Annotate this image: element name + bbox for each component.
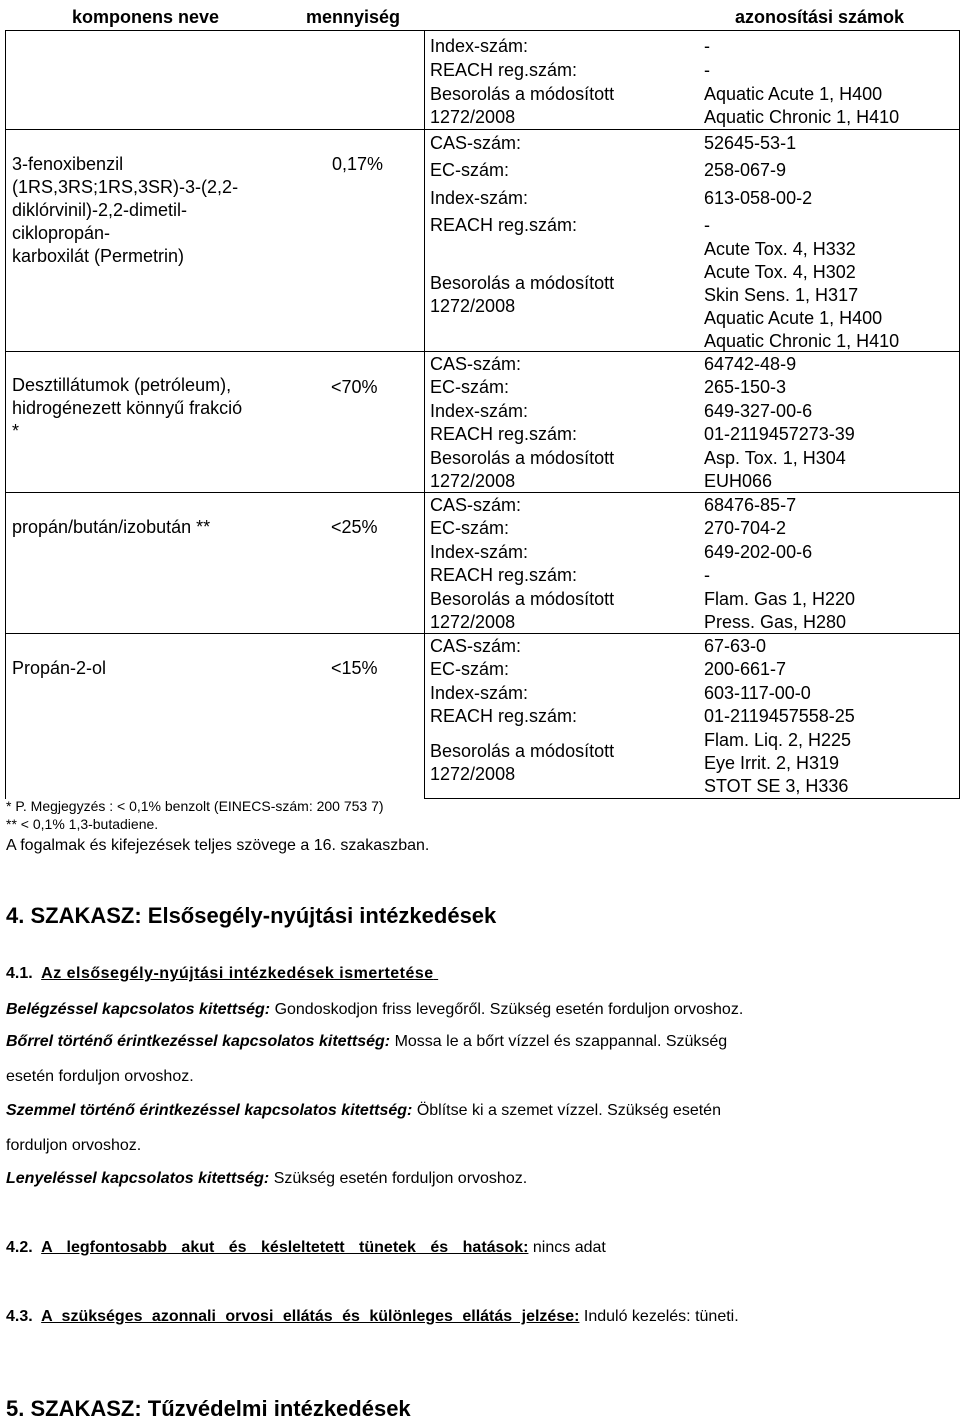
exposure-label: Belégzéssel kapcsolatos kitettség: bbox=[6, 1001, 271, 1018]
subsection-number: 4.2. bbox=[6, 1239, 33, 1256]
exposure-text: Mossa le a bőrt vízzel és szappannal. Szükség bbox=[394, 1033, 728, 1050]
value-ec: 258-067-9 bbox=[704, 160, 787, 180]
label-classification: Besorolás a módosított bbox=[430, 273, 615, 293]
component-name-line: ciklopropán- bbox=[12, 223, 111, 243]
classification-value: Skin Sens. 1, H317 bbox=[704, 285, 859, 305]
classification-value: Eye Irrit. 2, H319 bbox=[704, 753, 840, 773]
classification-value: Aquatic Chronic 1, H410 bbox=[704, 331, 900, 351]
footnote-full-text: A fogalmak és kifejezések teljes szövege a 16. szakaszban. bbox=[6, 837, 430, 854]
row-separator-1 bbox=[5, 129, 960, 130]
subsection-4-1-heading bbox=[6, 964, 438, 984]
label-ec: EC-szám: bbox=[430, 377, 510, 397]
component-name-line: karboxilát (Permetrin) bbox=[12, 246, 185, 266]
value-index: 649-202-00-6 bbox=[704, 542, 813, 562]
label-ec: EC-szám: bbox=[430, 659, 510, 679]
classification-value: Asp. Tox. 1, H304 bbox=[704, 448, 846, 468]
section-4-title: 4. SZAKASZ: Elsősegély-nyújtási intézkedések bbox=[6, 903, 497, 928]
label-reach: REACH reg.szám: bbox=[430, 706, 578, 726]
component-name-line: (1RS,3RS;1RS,3SR)-3-(2,2- bbox=[12, 177, 239, 197]
label-classification-reg: 1272/2008 bbox=[430, 471, 516, 491]
label-cas: CAS-szám: bbox=[430, 133, 522, 153]
classification-value: Aquatic Chronic 1, H410 bbox=[704, 107, 900, 127]
label-classification-reg: 1272/2008 bbox=[430, 296, 516, 316]
classification-value: Press. Gas, H280 bbox=[704, 612, 847, 632]
label-classification-reg: 1272/2008 bbox=[430, 107, 516, 127]
component-name-line: diklórvinil)-2,2-dimetil- bbox=[12, 200, 188, 220]
label-cas: CAS-szám: bbox=[430, 636, 522, 656]
label-index: Index-szám: bbox=[430, 683, 529, 703]
exposure-text-continued: esetén forduljon orvoshoz. bbox=[6, 1068, 194, 1085]
value-cas: 52645-53-1 bbox=[704, 133, 797, 153]
component-quantity: <70% bbox=[331, 377, 378, 397]
component-quantity: 0,17% bbox=[332, 154, 384, 174]
subsection-text: nincs adat bbox=[532, 1239, 606, 1256]
label-classification-reg: 1272/2008 bbox=[430, 764, 516, 784]
component-name-line: Propán-2-ol bbox=[12, 658, 107, 678]
subsection-text: Induló kezelés: tüneti. bbox=[583, 1308, 739, 1325]
first-aid-skin bbox=[6, 1032, 727, 1052]
label-classification: Besorolás a módosított bbox=[430, 84, 615, 104]
component-name-line: propán/bután/izobután ** bbox=[12, 517, 211, 537]
label-index: Index-szám: bbox=[430, 36, 529, 56]
label-cas: CAS-szám: bbox=[430, 354, 522, 374]
label-index: Index-szám: bbox=[430, 542, 529, 562]
label-reach: REACH reg.szám: bbox=[430, 424, 578, 444]
table-left-border bbox=[5, 30, 6, 799]
value-index: - bbox=[704, 36, 710, 56]
header-component-name: komponens neve bbox=[72, 7, 220, 27]
value-cas: 64742-48-9 bbox=[704, 354, 797, 374]
classification-value: Aquatic Acute 1, H400 bbox=[704, 308, 883, 328]
label-reach: REACH reg.szám: bbox=[430, 565, 578, 585]
exposure-label: Lenyeléssel kapcsolatos kitettség: bbox=[6, 1170, 270, 1187]
component-name-line: Desztillátumok (petróleum), bbox=[12, 375, 232, 395]
value-index: 649-327-00-6 bbox=[704, 401, 813, 421]
value-index: 613-058-00-2 bbox=[704, 188, 813, 208]
exposure-text-continued: forduljon orvoshoz. bbox=[6, 1137, 142, 1154]
section-5-title: 5. SZAKASZ: Tűzvédelmi intézkedések bbox=[6, 1396, 411, 1421]
label-classification: Besorolás a módosított bbox=[430, 589, 615, 609]
header-identifiers: azonosítási számok bbox=[735, 7, 905, 27]
subsection-number: 4.3. bbox=[6, 1308, 33, 1325]
label-classification-reg: 1272/2008 bbox=[430, 612, 516, 632]
classification-value: Flam. Gas 1, H220 bbox=[704, 589, 856, 609]
first-aid-ingestion bbox=[6, 1169, 527, 1189]
ids-column-border bbox=[424, 30, 425, 799]
value-cas: 68476-85-7 bbox=[704, 495, 797, 515]
label-classification: Besorolás a módosított bbox=[430, 741, 615, 761]
label-reach: REACH reg.szám: bbox=[430, 215, 578, 235]
value-cas: 67-63-0 bbox=[704, 636, 767, 656]
footnote-benzene: * P. Megjegyzés : < 0,1% benzolt (EINECS-szám: 200 753 7) bbox=[6, 798, 384, 814]
subsection-title: Az elsősegély-nyújtási intézkedések ismertetése bbox=[41, 965, 434, 982]
value-reach: - bbox=[704, 565, 710, 585]
label-reach: REACH reg.szám: bbox=[430, 60, 578, 80]
table-top-border bbox=[5, 30, 960, 31]
footnote-butadiene: ** < 0,1% 1,3-butadiene. bbox=[6, 816, 159, 832]
component-name-line: hidrogénezett könnyű frakció bbox=[12, 398, 243, 418]
exposure-text: Szükség esetén forduljon orvoshoz. bbox=[273, 1170, 528, 1187]
value-ec: 270-704-2 bbox=[704, 518, 787, 538]
value-index: 603-117-00-0 bbox=[704, 683, 811, 703]
value-ec: 200-661-7 bbox=[704, 659, 787, 679]
first-aid-eye bbox=[6, 1101, 721, 1121]
exposure-text: Gondoskodjon friss levegőről. Szükség esetén forduljon orvoshoz. bbox=[274, 1001, 744, 1018]
exposure-label: Bőrrel történő érintkezéssel kapcsolatos kitettség: bbox=[6, 1033, 391, 1050]
exposure-text: Öblítse ki a szemet vízzel. Szükség esetén bbox=[416, 1102, 721, 1119]
subsection-title: A szükséges azonnali orvosi ellátás és különleges ellátás jelzése: bbox=[41, 1308, 580, 1325]
classification-value: STOT SE 3, H336 bbox=[704, 776, 849, 796]
component-quantity: <25% bbox=[331, 517, 378, 537]
classification-value: Acute Tox. 4, H302 bbox=[704, 262, 856, 282]
subsection-4-3 bbox=[6, 1307, 739, 1327]
value-reach: - bbox=[704, 215, 710, 235]
value-ec: 265-150-3 bbox=[704, 377, 787, 397]
first-aid-inhalation bbox=[6, 1000, 743, 1020]
label-ec: EC-szám: bbox=[430, 518, 510, 538]
exposure-label: Szemmel történő érintkezéssel kapcsolatos kitettség: bbox=[6, 1102, 413, 1119]
component-quantity: <15% bbox=[331, 658, 378, 678]
label-index: Index-szám: bbox=[430, 401, 529, 421]
label-classification: Besorolás a módosított bbox=[430, 448, 615, 468]
subsection-4-2 bbox=[6, 1238, 606, 1258]
label-cas: CAS-szám: bbox=[430, 495, 522, 515]
component-name-line: * bbox=[12, 421, 20, 441]
header-quantity: mennyiség bbox=[306, 7, 401, 27]
classification-value: Acute Tox. 4, H332 bbox=[704, 239, 856, 259]
classification-value: Aquatic Acute 1, H400 bbox=[704, 84, 883, 104]
value-reach: - bbox=[704, 60, 710, 80]
value-reach: 01-2119457273-39 bbox=[704, 424, 855, 444]
classification-value: EUH066 bbox=[704, 471, 773, 491]
label-ec: EC-szám: bbox=[430, 160, 510, 180]
value-reach: 01-2119457558-25 bbox=[704, 706, 855, 726]
table-bottom-border bbox=[424, 798, 960, 799]
label-index: Index-szám: bbox=[430, 188, 529, 208]
classification-value: Flam. Liq. 2, H225 bbox=[704, 730, 852, 750]
subsection-number: 4.1. bbox=[6, 965, 33, 982]
subsection-title: A legfontosabb akut és késleltetett tünetek és hatások: bbox=[41, 1239, 529, 1256]
component-name-line: 3-fenoxibenzil bbox=[12, 154, 124, 174]
